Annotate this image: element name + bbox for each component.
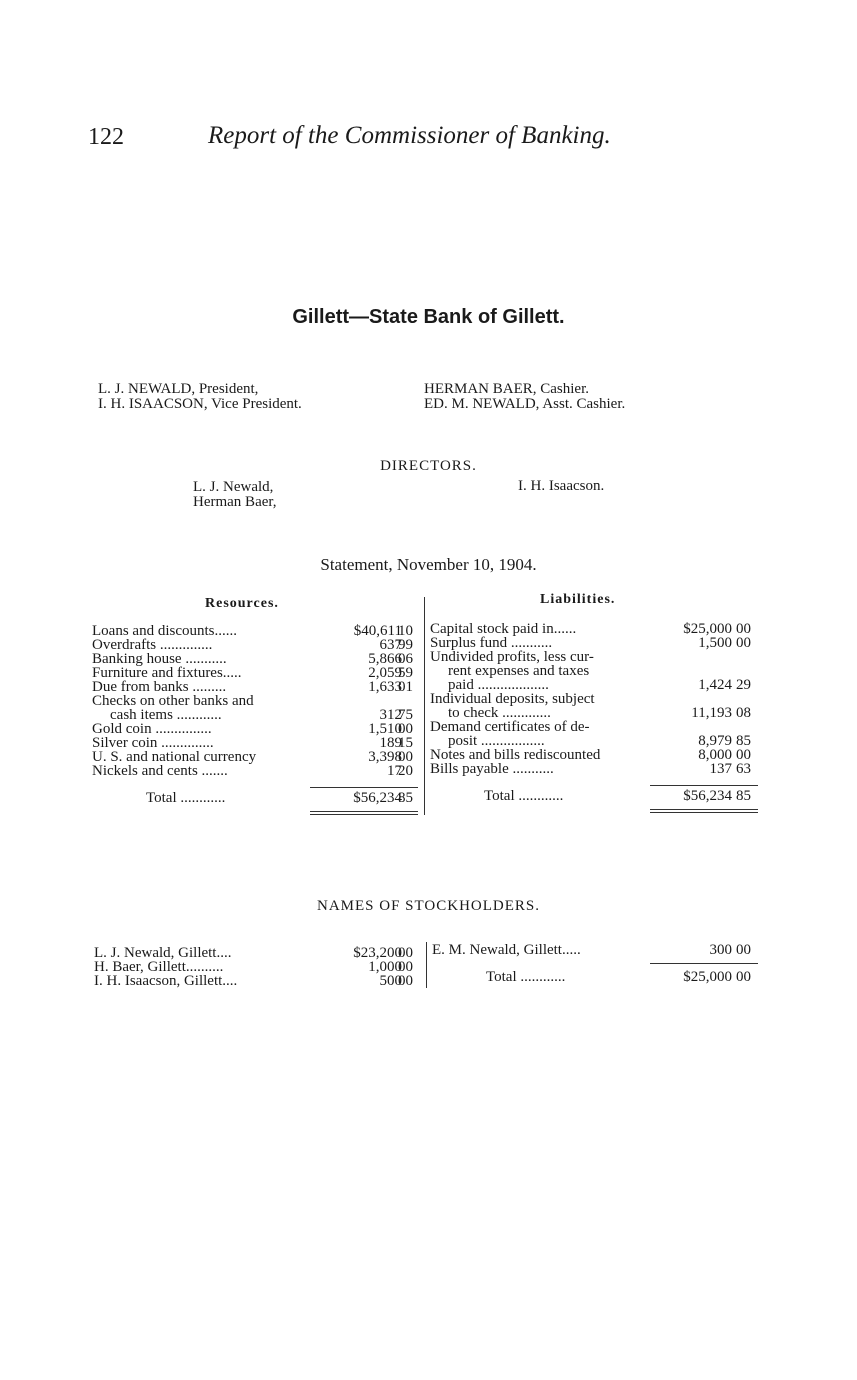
row-cents: 00 — [736, 942, 751, 958]
row-label: Nickels and cents ....... — [92, 763, 228, 779]
statement-title: Statement, November 10, 1904. — [320, 555, 537, 574]
row-dollars: 8,979 — [698, 733, 732, 749]
row-cents: 06 — [398, 651, 413, 667]
row-cents: 01 — [398, 679, 413, 695]
row-dollars: 500 — [379, 973, 402, 989]
row-dollars: $40,611 — [353, 623, 402, 639]
row-dollars: 1,633 — [368, 679, 402, 695]
running-title: Report of the Commissioner of Banking. — [208, 122, 611, 149]
total-label: Total ............ — [486, 969, 566, 985]
stockholders-heading: NAMES OF STOCKHOLDERS. — [316, 898, 540, 914]
stockholders-total — [432, 970, 762, 986]
row-cents: 10 — [398, 623, 413, 639]
row-dollars: 312 — [379, 707, 402, 723]
row-label: L. J. Newald, Gillett.... — [94, 945, 232, 961]
director-name: Herman Baer, — [193, 494, 277, 510]
row-dollars: 1,424 — [698, 677, 732, 693]
row-label: Undivided profits, less cur- — [430, 649, 594, 665]
row-label: Surplus fund ........... — [430, 635, 553, 651]
row-label: posit ................. — [448, 733, 545, 749]
row-label: Overdrafts .............. — [92, 637, 213, 653]
row-cents: 20 — [398, 763, 413, 779]
row-cents: 00 — [398, 959, 413, 975]
double-rule — [310, 811, 418, 812]
total-label: Total ............ — [146, 790, 226, 806]
row-cents: 00 — [736, 747, 751, 763]
double-rule — [650, 812, 758, 813]
row-dollars: 189 — [379, 735, 402, 751]
row-dollars: 1,500 — [698, 635, 732, 651]
row-label: Checks on other banks and — [92, 693, 254, 709]
row-label: cash items ............ — [110, 707, 222, 723]
row-label: paid ................... — [448, 677, 549, 693]
officer-cashier: HERMAN BAER, Cashier. — [424, 381, 589, 397]
row-cents: 29 — [736, 677, 751, 693]
total-cents: 85 — [398, 790, 413, 806]
total-dollars: $56,234 — [683, 788, 732, 804]
total-rule — [310, 787, 418, 788]
row-dollars: 3,398 — [368, 749, 402, 765]
row-label: Capital stock paid in...... — [430, 621, 577, 637]
row-dollars: 1,000 — [368, 959, 402, 975]
director-name: L. J. Newald, — [193, 479, 274, 495]
row-dollars: 300 — [709, 942, 732, 958]
row-cents: 75 — [398, 707, 413, 723]
row-cents: 00 — [736, 621, 751, 637]
row-cents: 59 — [398, 665, 413, 681]
row-cents: 15 — [398, 735, 413, 751]
row-dollars: 11,193 — [691, 705, 732, 721]
double-rule — [310, 814, 418, 815]
liabilities-total — [430, 789, 760, 805]
liabilities-heading: Liabilities. — [540, 592, 616, 607]
bank-title: Gillett—State Bank of Gillett. — [292, 306, 565, 328]
row-label: Silver coin .............. — [92, 735, 214, 751]
row-dollars: 17 — [387, 763, 402, 779]
row-label: I. H. Isaacson, Gillett.... — [94, 973, 238, 989]
row-cents: 63 — [736, 761, 751, 777]
row-dollars: 2,059 — [368, 665, 402, 681]
row-dollars: 137 — [709, 761, 732, 777]
row-dollars: 5,866 — [368, 651, 402, 667]
row-cents: 00 — [398, 945, 413, 961]
row-label: Due from banks ......... — [92, 679, 227, 695]
row-label: Loans and discounts...... — [92, 623, 237, 639]
row-dollars: $25,000 — [683, 621, 732, 637]
row-dollars: 637 — [379, 637, 402, 653]
row-label: Demand certificates of de- — [430, 719, 590, 735]
officer-asst-cashier: ED. M. NEWALD, Asst. Cashier. — [424, 396, 626, 412]
resources-heading: Resources. — [205, 596, 279, 611]
total-rule — [650, 785, 758, 786]
row-cents: 00 — [398, 973, 413, 989]
total-rule — [650, 963, 758, 964]
row-label: to check ............. — [448, 705, 551, 721]
total-cents: 85 — [736, 788, 751, 804]
row-cents: 85 — [736, 733, 751, 749]
row-label: Notes and bills rediscounted — [430, 747, 601, 763]
row-label: Banking house ........... — [92, 651, 227, 667]
officer-vice-president: I. H. ISAACSON, Vice President. — [98, 396, 302, 412]
row-label: U. S. and national currency — [92, 749, 257, 765]
row-cents: 00 — [398, 749, 413, 765]
row-dollars: 1,510 — [368, 721, 402, 737]
directors-heading: DIRECTORS. — [380, 458, 477, 474]
double-rule — [650, 809, 758, 810]
row-label: Bills payable ........... — [430, 761, 554, 777]
total-dollars: $25,000 — [683, 969, 732, 985]
total-dollars: $56,234 — [353, 790, 402, 806]
total-label: Total ............ — [484, 788, 564, 804]
row-label: E. M. Newald, Gillett..... — [432, 942, 581, 958]
resources-total — [92, 791, 422, 807]
page-number: 122 — [88, 124, 124, 150]
total-cents: 00 — [736, 969, 751, 985]
row-label: Individual deposits, subject — [430, 691, 595, 707]
column-divider — [426, 942, 427, 988]
officer-president: L. J. NEWALD, President, — [98, 381, 259, 397]
director-name: I. H. Isaacson. — [518, 478, 605, 494]
row-cents: 08 — [736, 705, 751, 721]
row-dollars: $23,200 — [353, 945, 402, 961]
column-divider — [424, 597, 425, 815]
row-dollars: 8,000 — [698, 747, 732, 763]
row-label: Furniture and fixtures..... — [92, 665, 242, 681]
row-cents: 00 — [736, 635, 751, 651]
row-label: H. Baer, Gillett.......... — [94, 959, 224, 975]
row-cents: 00 — [398, 721, 413, 737]
row-label: rent expenses and taxes — [448, 663, 590, 679]
row-cents: 99 — [398, 637, 413, 653]
row-label: Gold coin ............... — [92, 721, 212, 737]
